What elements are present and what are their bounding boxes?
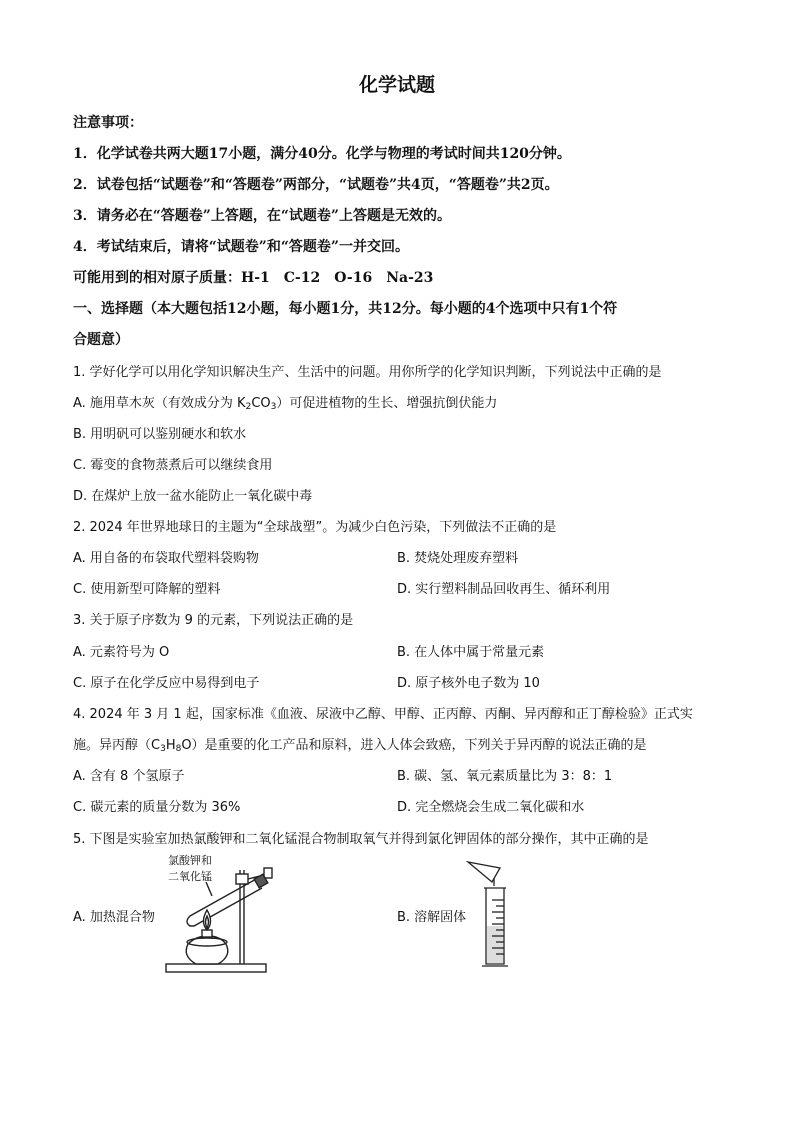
heating-apparatus-figure — [160, 852, 290, 977]
notice-item-3: 3．请务必在“答题卷”上答题，在“试题卷”上答题是无效的。 — [73, 208, 451, 224]
q5-option-a: A. 加热混合物 — [73, 910, 155, 925]
q2-stem: 2. 2024 年世界地球日的主题为“全球战塑”。为减少白色污染，下列做法不正确的是 — [73, 520, 557, 535]
notice-item-2: 2．试卷包括“试题卷”和“答题卷”两部分，“试题卷”共4页，“答题卷”共2页。 — [73, 177, 559, 193]
q3-stem: 3. 关于原子序数为 9 的元素，下列说法正确的是 — [73, 613, 354, 628]
q1-option-d: D. 在煤炉上放一盆水能防止一氧化碳中毒 — [73, 489, 313, 504]
atomic-mass-line: 可能用到的相对原子质量：H-1 C-12 O-16 Na-23 — [73, 270, 434, 286]
q1-stem: 1. 学好化学可以用化学知识解决生产、生活中的问题。用你所学的化学知识判断，下列说法中正确的是 — [73, 365, 662, 380]
dissolving-figure — [460, 856, 530, 971]
page-title: 化学试题 — [358, 74, 435, 96]
q1-option-b: B. 用明矾可以鉴别硬水和软水 — [73, 427, 247, 442]
notice-item-4: 4．考试结束后，请将“试题卷”和“答题卷”一并交回。 — [73, 239, 409, 255]
q5-stem: 5. 下图是实验室加热氯酸钾和二氧化锰混合物制取氧气并得到氯化钾固体的部分操作，其中正确的是 — [73, 832, 649, 847]
q2-option-c: C. 使用新型可降解的塑料 — [73, 582, 221, 597]
q4-option-b: B. 碳、氢、氧元素质量比为 3：8：1 — [397, 769, 613, 784]
reagent-label-line1: 氯酸钾和 — [168, 854, 212, 867]
q2-option-a: A. 用自备的布袋取代塑料袋购物 — [73, 551, 259, 566]
q4-stem-line1: 4. 2024 年 3 月 1 起，国家标准《血液、尿液中乙醇、甲醇、正丙醇、丙酮、异丙醇和正丁醇检验》正式实 — [73, 707, 693, 722]
q4-stem-line2: 施。异丙醇$(C_3H_8O)$是重要的化工产品和原料，进入人体会致癌，下列关于异丙醇的说法正确的是 — [73, 738, 647, 754]
q2-option-d: D. 实行塑料制品回收再生、循环利用 — [397, 582, 611, 597]
notice-heading: 注意事项： — [73, 115, 143, 131]
q4-option-a: A. 含有 8 个氢原子 — [73, 769, 185, 784]
q3-option-a: A. 元素符号为 O — [73, 645, 170, 660]
q3-option-d: D. 原子核外电子数为 10 — [397, 676, 540, 691]
reagent-label-line2: 二氧化锰 — [168, 870, 212, 883]
heating-apparatus-drawing — [160, 852, 290, 977]
q4-option-c: C. 碳元素的质量分数为 36% — [73, 800, 241, 815]
q3-option-b: B. 在人体中属于常量元素 — [397, 645, 545, 660]
q5-option-b: B. 溶解固体 — [397, 910, 467, 925]
q1-option-a: A. 施用草木灰（有效成分为 $K_2CO_3$）可促进植物的生长、增强抗倒伏能力 — [73, 396, 498, 412]
q2-option-b: B. 焚烧处理废弃塑料 — [397, 551, 519, 566]
notice-item-1: 1．化学试卷共两大题17小题，满分40分。化学与物理的考试时间共120分钟。 — [73, 146, 571, 162]
section-heading-line1: 一、选择题（本大题包括12小题，每小题1分，共12分。每小题的4个选项中只有1个符 — [73, 301, 618, 317]
q3-option-c: C. 原子在化学反应中易得到电子 — [73, 676, 260, 691]
measuring-cylinder-drawing — [460, 856, 530, 971]
section-heading-line2: 合题意） — [73, 332, 129, 348]
q4-option-d: D. 完全燃烧会生成二氧化碳和水 — [397, 800, 585, 815]
q1-option-c: C. 霉变的食物蒸煮后可以继续食用 — [73, 458, 273, 473]
